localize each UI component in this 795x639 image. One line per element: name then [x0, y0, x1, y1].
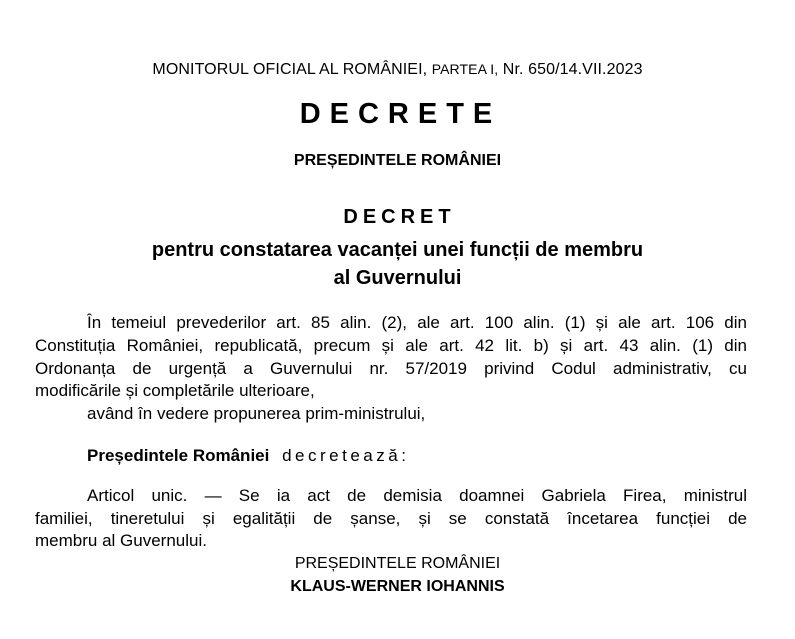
article-line-3: membru al Guvernului. — [35, 531, 207, 550]
publication-header — [0, 61, 795, 79]
decrees-clause — [87, 446, 409, 466]
publication-issue: Nr. 650/14.VII.2023 — [502, 61, 643, 78]
preamble-line-4: modificările și completările ulterioare, — [35, 381, 315, 400]
decrees-clause-verb: decretează: — [282, 446, 410, 465]
preamble-line-2: Constituția României, republicată, precum și ale art. 42 lit. b) și art. 43 alin. (1) din — [35, 336, 747, 355]
decrees-clause-subject: Președintele României — [87, 446, 270, 465]
publication-name: MONITORUL OFICIAL AL ROMÂNIEI, — [152, 61, 428, 78]
article-line-1: Articol unic. — Se ia act de demisia doamnei Gabriela Firea, ministrul — [87, 486, 747, 505]
signature-name: KLAUS-WERNER IOHANNIS — [290, 578, 505, 595]
decree-subtitle-line2: al Guvernului — [333, 267, 462, 289]
article-line-2: familiei, tineretului și egalității de șanse, și se constată încetarea funcției de — [35, 509, 747, 528]
publication-part: PARTEA I, — [431, 61, 499, 77]
issuer-heading: PREȘEDINTELE ROMÂNIEI — [293, 152, 502, 169]
preamble-line-5: având în vedere propunerea prim-ministrului, — [87, 404, 426, 423]
signature-title: PREȘEDINTELE ROMÂNIEI — [294, 555, 501, 572]
decree-subtitle — [0, 236, 795, 292]
preamble-line-3: Ordonanța de urgență a Guvernului nr. 57/2019 privind Codul administrativ, cu — [35, 359, 747, 378]
preamble-line-1: În temeiul prevederilor art. 85 alin. (2), ale art. 100 alin. (1) și ale art. 106 din — [87, 313, 747, 332]
section-title: DECRETE — [299, 98, 502, 130]
decree-title: DECRET — [343, 206, 456, 228]
decree-subtitle-line1: pentru constatarea vacanței unei funcții de membru — [151, 239, 644, 261]
